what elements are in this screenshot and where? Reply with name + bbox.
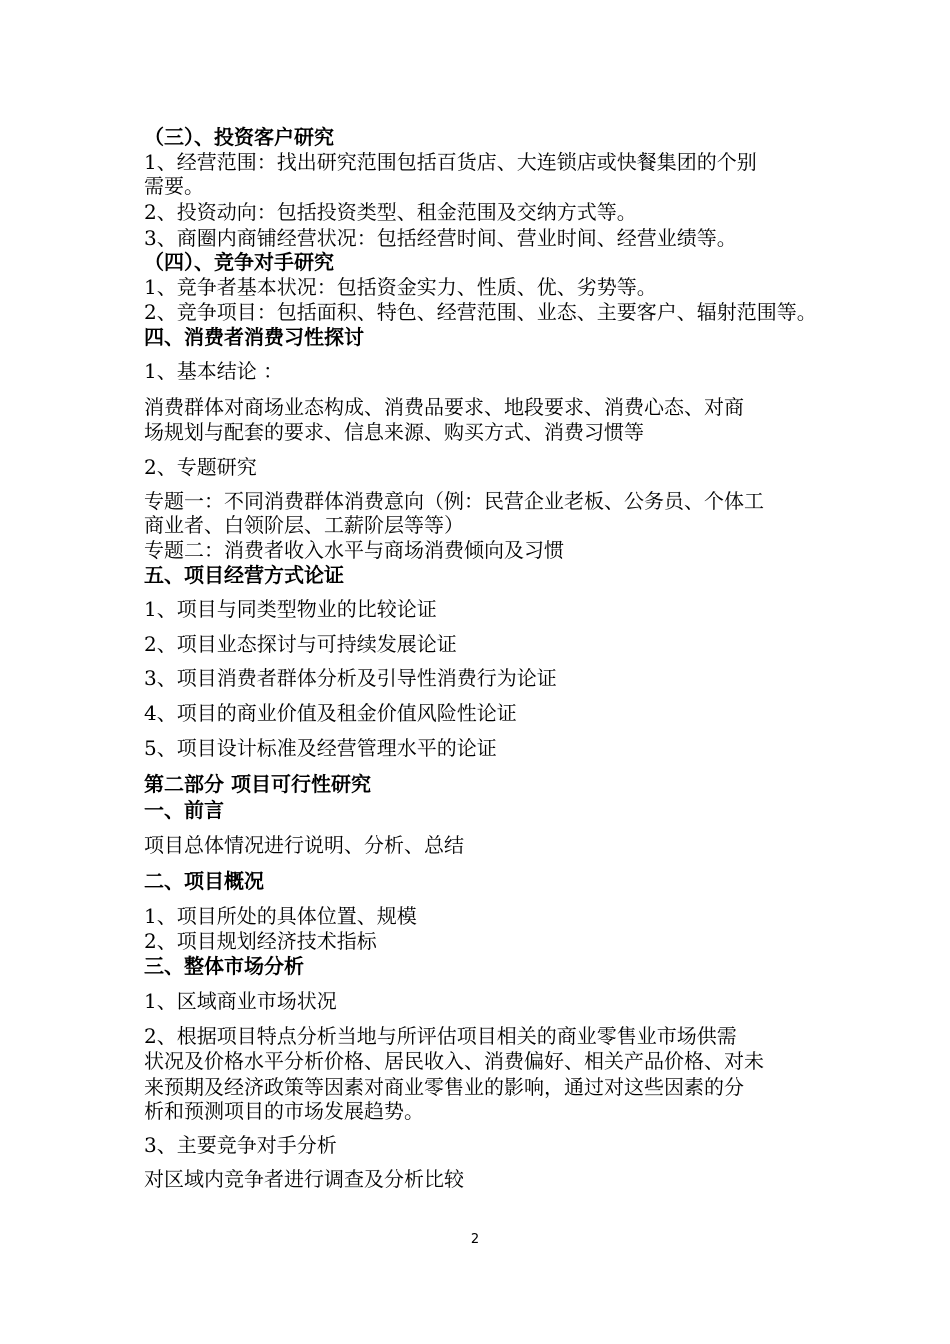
paragraph-line: 项目总体情况进行说明、分析、总结 bbox=[144, 833, 464, 857]
paragraph-line: 析和预测项目的市场发展趋势。 bbox=[144, 1099, 424, 1123]
paragraph-line: 2、专题研究 bbox=[144, 455, 257, 479]
section-heading-consumer-habits: 四、消费者消费习性探讨 bbox=[144, 325, 364, 349]
paragraph-line: 商业者、白领阶层、工薪阶层等等） bbox=[144, 513, 464, 537]
section-heading-market-analysis: 三、整体市场分析 bbox=[144, 954, 304, 978]
list-item: 3、项目消费者群体分析及引导性消费行为论证 bbox=[144, 666, 557, 690]
paragraph-line: 消费群体对商场业态构成、消费品要求、地段要求、消费心态、对商 bbox=[144, 395, 744, 419]
section-heading-competitor-research: （四）、竞争对手研究 bbox=[144, 250, 334, 274]
paragraph-line: 2、竞争项目：包括面积、特色、经营范围、业态、主要客户、辐射范围等。 bbox=[144, 300, 817, 324]
paragraph-line: 来预期及经济政策等因素对商业零售业的影响，通过对这些因素的分 bbox=[144, 1075, 744, 1099]
paragraph-line: 3、商圈内商铺经营状况：包括经营时间、营业时间、经营业绩等。 bbox=[144, 226, 737, 250]
paragraph-line: 需要。 bbox=[144, 174, 204, 198]
section-heading-investment-client-research: （三）、投资客户研究 bbox=[144, 125, 334, 149]
paragraph-line: 2、根据项目特点分析当地与所评估项目相关的商业零售业市场供需 bbox=[144, 1024, 737, 1048]
list-item: 2、项目规划经济技术指标 bbox=[144, 929, 377, 953]
list-item: 3、主要竞争对手分析 bbox=[144, 1133, 337, 1157]
section-heading-preface: 一、前言 bbox=[144, 798, 224, 822]
page-number: 2 bbox=[470, 1232, 480, 1247]
list-item: 2、项目业态探讨与可持续发展论证 bbox=[144, 632, 457, 656]
section-heading-business-mode: 五、项目经营方式论证 bbox=[144, 563, 344, 587]
list-item: 1、区域商业市场状况 bbox=[144, 989, 337, 1013]
paragraph-line: 对区域内竞争者进行调查及分析比较 bbox=[144, 1167, 464, 1191]
paragraph-line: 状况及价格水平分析价格、居民收入、消费偏好、相关产品价格、对未 bbox=[144, 1049, 764, 1073]
paragraph-line: 1、竞争者基本状况：包括资金实力、性质、优、劣势等。 bbox=[144, 275, 657, 299]
paragraph-line: 1、经营范围：找出研究范围包括百货店、大连锁店或快餐集团的个别 bbox=[144, 150, 757, 174]
paragraph-line: 2、投资动向：包括投资类型、租金范围及交纳方式等。 bbox=[144, 200, 637, 224]
paragraph-line: 专题二：消费者收入水平与商场消费倾向及习惯 bbox=[144, 538, 564, 562]
list-item: 5、项目设计标准及经营管理水平的论证 bbox=[144, 736, 497, 760]
section-heading-project-overview: 二、项目概况 bbox=[144, 869, 264, 893]
list-item: 1、项目所处的具体位置、规模 bbox=[144, 904, 417, 928]
list-item: 4、项目的商业价值及租金价值风险性论证 bbox=[144, 701, 517, 725]
paragraph-line: 专题一：不同消费群体消费意向（例：民营企业老板、公务员、个体工 bbox=[144, 489, 764, 513]
paragraph-line: 1、基本结论 ： bbox=[144, 359, 284, 383]
paragraph-line: 场规划与配套的要求、信息来源、购买方式、消费习惯等 bbox=[144, 420, 644, 444]
part-heading-feasibility: 第二部分 项目可行性研究 bbox=[144, 772, 371, 796]
list-item: 1、项目与同类型物业的比较论证 bbox=[144, 597, 437, 621]
